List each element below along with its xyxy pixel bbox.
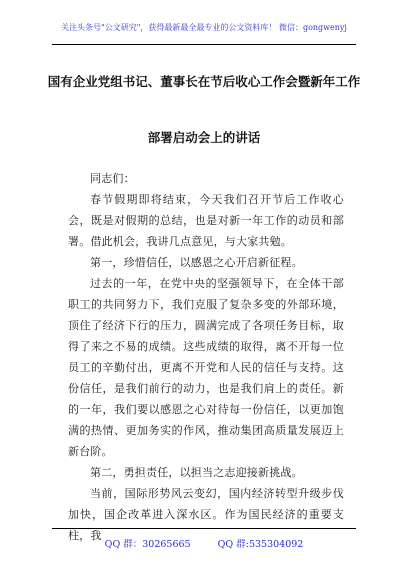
section-heading: 第二，勇担责任，以担当之志迎接新挑战。 bbox=[90, 466, 303, 479]
document-title-line-2: 部署启动会上的讲话 bbox=[147, 130, 261, 145]
body-paragraph: 春节假期即将结束，今天我们召开节后工作收心会，既是对假期的总结，也是对新一年工作的动员和部署。借此机会，我讲几点意见，与大家共勉。 bbox=[68, 193, 344, 248]
header-divider bbox=[52, 44, 356, 45]
speech-body bbox=[68, 168, 344, 546]
section-heading: 第一，珍惜信任，以感恩之心开启新征程。 bbox=[90, 256, 303, 269]
document-title-line-1: 国有企业党组书记、董事长在节后收心工作会暨新年工作 bbox=[47, 74, 361, 89]
footer-qq-group-1: QQ 群：30265665 bbox=[104, 539, 191, 550]
body-paragraph: 过去的一年，在党中央的坚强领导下，在全体干部职工的共同努力下，我们克服了复杂多变的外部环境，顶住了经济下行的压力，圆满完成了各项任务目标，取得了来之不易的成绩。这些成绩的取得，离不开每一位员工的辛勤付出，更离不开党和人民的信任与支持。这份信任，是我们前行的动力，也是我们肩上的责任。新的一年，我们要以感恩之心对待每一份信任，以更加饱满的热情、更加务实的作风，推动集团高质量发展迈上新台阶。 bbox=[68, 277, 344, 458]
header-banner: 关注头条号"公文研究"，获得最新最全最专业的公文资料库！ 微信：gongwenyj bbox=[61, 23, 347, 32]
salutation: 同志们： bbox=[90, 172, 135, 185]
footer-divider bbox=[52, 528, 356, 529]
footer-qq-group-2: QQ 群:535304092 bbox=[217, 539, 304, 550]
body-paragraph: 当前，国际形势风云变幻，国内经济转型升级步伐加快，国企改革进入深水区。作为国民经济的重要支柱，我 bbox=[68, 487, 344, 542]
footer bbox=[0, 536, 408, 550]
